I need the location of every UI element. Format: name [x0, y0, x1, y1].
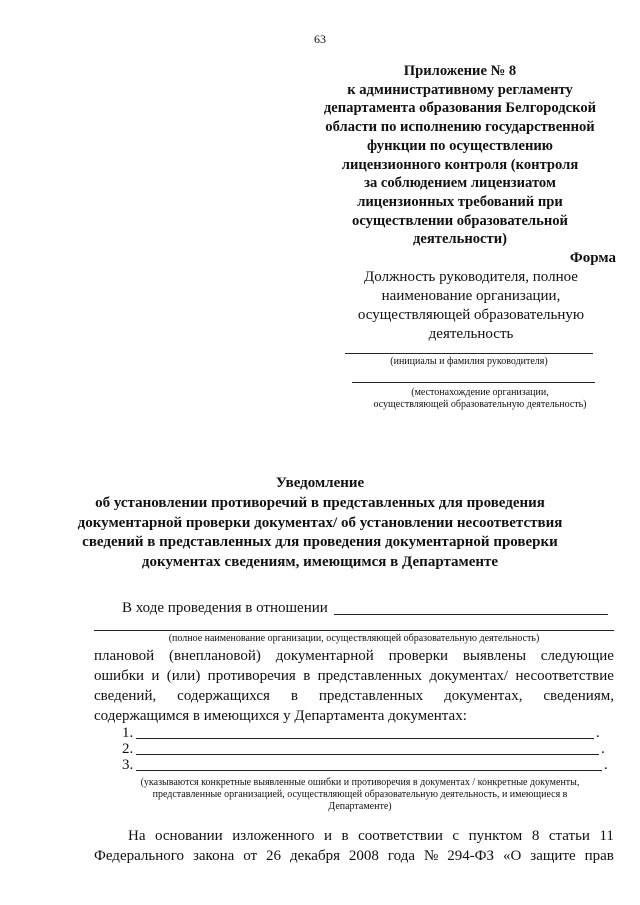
item-number: 2. — [122, 741, 134, 757]
appendix-header — [300, 62, 620, 249]
addressee-line: осуществляющей образовательную — [357, 307, 585, 323]
addressee-line: Должность руководителя, полное — [364, 269, 578, 285]
item-blank-line — [136, 770, 602, 771]
paragraph-line-2: ошибки и (или) противоречия в представленных документах/ несоответствие — [94, 668, 614, 684]
appendix-line: лицензионного контроля (контроля — [341, 156, 579, 173]
org-name-blank-line — [94, 630, 614, 631]
findings-caption-line2: представленные организацией, осуществляющей образовательную деятельность, и имеющиеся в — [152, 789, 568, 800]
item-end: . — [604, 757, 608, 773]
addressee-line: деятельность — [428, 326, 514, 342]
item-end: . — [601, 741, 605, 757]
notice-title-line: сведений в представленных для проведения документарной проверки — [82, 534, 558, 551]
basis-line-1: На основании изложенного и в соответствии с пунктом 8 статьи 11 — [128, 828, 614, 844]
appendix-line: лицензионных требований при — [357, 193, 563, 210]
notice-title-line: документах сведениям, имеющимся в Департаменте — [141, 554, 499, 571]
form-label: Форма — [569, 250, 616, 266]
location-blank-line — [352, 382, 595, 383]
basis-line-2: Федерального закона от 26 декабря 2008 года № 294-ФЗ «О защите прав — [94, 848, 614, 864]
appendix-line: области по исполнению государственной — [325, 119, 595, 136]
notice-heading: Уведомление — [275, 475, 365, 491]
notice-title — [0, 474, 640, 573]
location-caption-line2: осуществляющей образовательную деятельность) — [373, 399, 587, 410]
appendix-line: департамента образования Белгородской — [323, 100, 597, 117]
appendix-line: деятельности) — [413, 231, 507, 248]
page-number: 63 — [314, 32, 326, 46]
addressee-block — [340, 268, 602, 344]
initials-blank-line — [345, 353, 593, 354]
item-blank-line — [136, 738, 594, 739]
appendix-line: функции по осуществлению — [367, 137, 553, 154]
item-blank-line — [136, 754, 599, 755]
item-number: 3. — [122, 757, 134, 773]
inspected-org-blank-line — [334, 614, 608, 615]
addressee-line: наименование организации, — [381, 288, 561, 304]
item-number: 1. — [122, 725, 134, 741]
paragraph-line-3: сведений, содержащихся в представленных документах, сведениям, — [94, 688, 614, 704]
appendix-line: Приложение № 8 — [403, 63, 517, 79]
body-intro: В ходе проведения в отношении — [122, 600, 328, 616]
appendix-line: к административному регламенту — [347, 81, 573, 98]
item-end: . — [596, 725, 600, 741]
notice-title-line: документарной проверки документах/ об установлении несоответствия — [77, 514, 563, 531]
appendix-line: за соблюдением лицензиатом — [364, 175, 556, 192]
org-name-caption: (полное наименование организации, осуществляющей образовательную деятельность) — [168, 633, 540, 644]
finding-item-3 — [122, 757, 612, 775]
appendix-line: осуществлении образовательной — [352, 212, 568, 229]
notice-title-line: об установлении противоречий в представленных для проведения — [95, 494, 545, 511]
paragraph-line-4: содержащимся в имеющихся у Департамента документах: — [94, 708, 467, 724]
initials-caption: (инициалы и фамилия руководителя) — [390, 356, 548, 367]
paragraph-line-1: плановой (внеплановой) документарной проверки выявлены следующие — [94, 648, 614, 664]
location-caption-line1: (местонахождение организации, — [411, 387, 549, 398]
findings-caption-line1: (указываются конкретные выявленные ошибки и противоречия в документах / конкретные документы, — [140, 777, 580, 788]
findings-caption-line3: Департаменте) — [328, 801, 392, 812]
